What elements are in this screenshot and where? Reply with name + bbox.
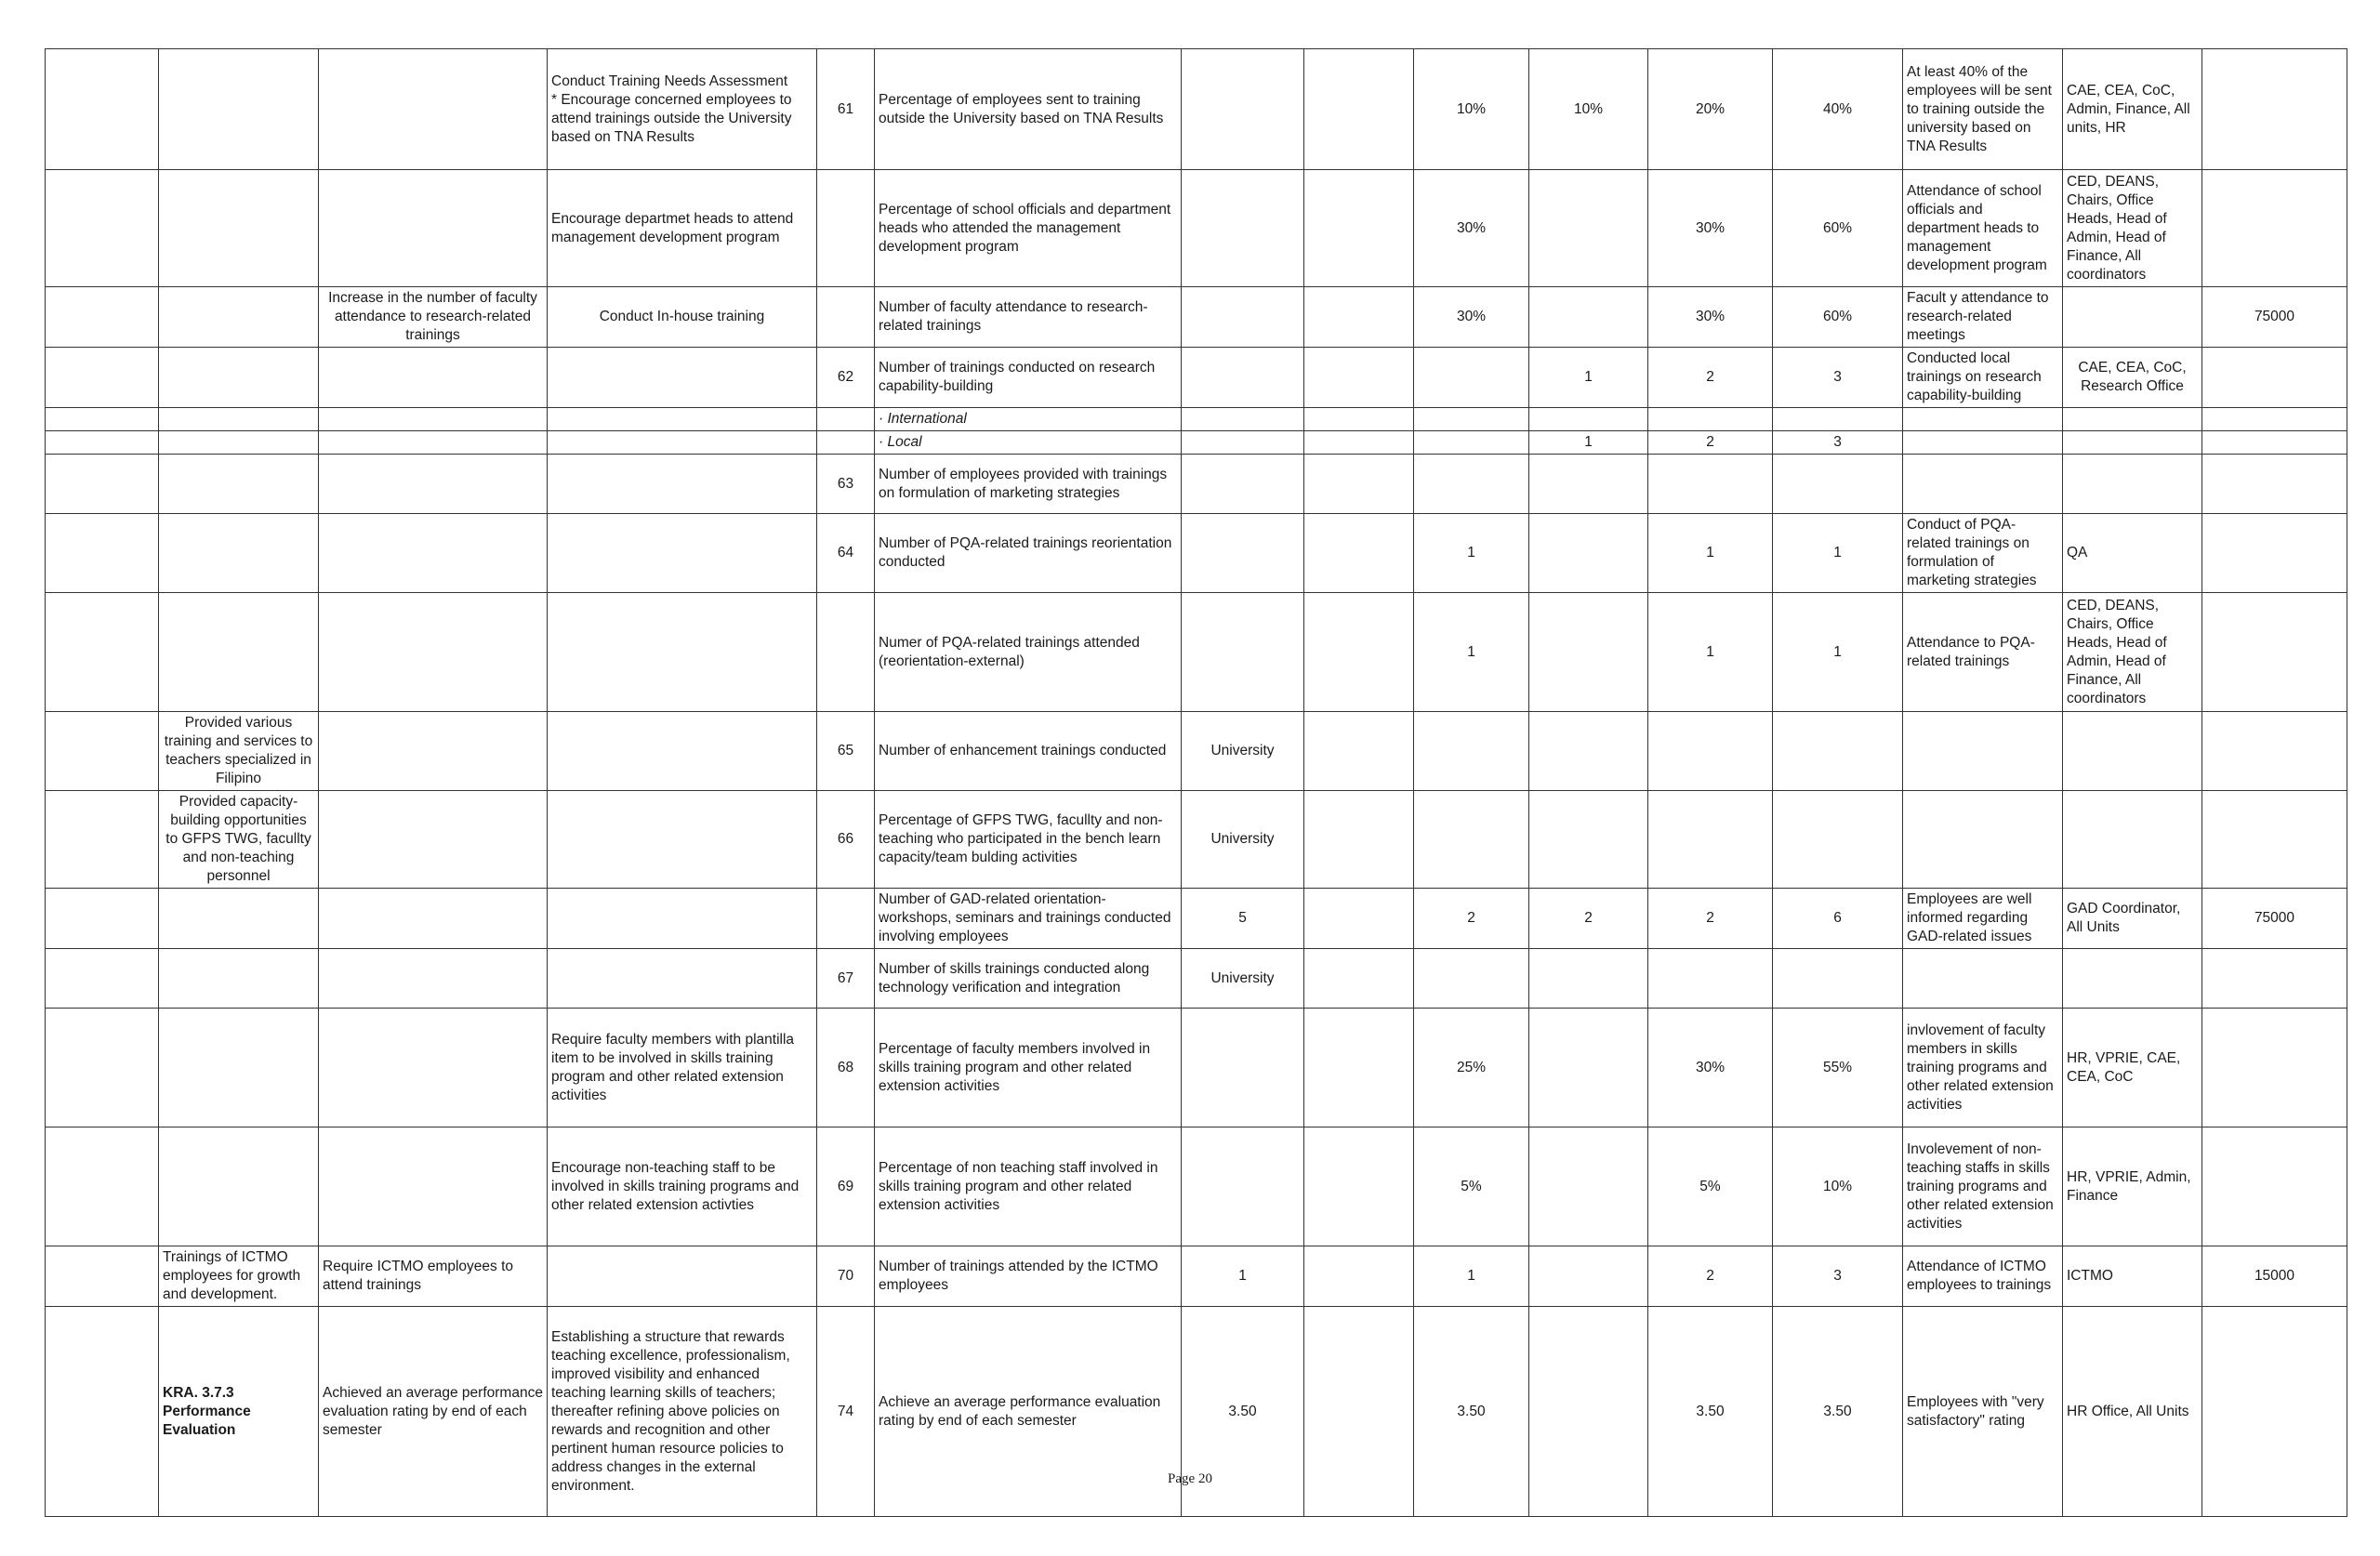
target-cell	[1304, 949, 1414, 1009]
expected-output-cell: Attendance of ICTMO employees to trainings	[1903, 1246, 2063, 1307]
pi-number-cell	[817, 593, 875, 712]
activity-cell	[548, 1246, 817, 1307]
responsible-cell: CED, DEANS, Chairs, Office Heads, Head of Admin, Head of Finance, All coordinators	[2063, 170, 2202, 287]
q4-cell	[1773, 408, 1903, 431]
table-row	[46, 949, 2347, 1009]
q2-cell	[1529, 287, 1648, 348]
q1-cell: 2	[1414, 889, 1529, 949]
budget-cell	[2202, 514, 2347, 593]
pi-number-cell	[817, 170, 875, 287]
q1-cell: 10%	[1414, 49, 1529, 170]
strategy-cell: Increase in the number of faculty attendance to research-related trainings	[319, 287, 548, 348]
kra-cell	[46, 431, 159, 455]
kra-cell	[46, 791, 159, 889]
activity-cell	[548, 514, 817, 593]
q3-cell: 2	[1648, 431, 1773, 455]
q1-cell	[1414, 791, 1529, 889]
pi-number-cell: 61	[817, 49, 875, 170]
baseline-cell: 1	[1182, 1246, 1304, 1307]
q3-cell	[1648, 949, 1773, 1009]
responsible-cell	[2063, 949, 2202, 1009]
strategy-cell	[319, 889, 548, 949]
indicator-cell: Number of employees provided with trainings on formulation of marketing strategies	[875, 455, 1182, 514]
table-row	[46, 514, 2347, 593]
table-row	[46, 712, 2347, 791]
budget-cell	[2202, 455, 2347, 514]
target-cell	[1304, 431, 1414, 455]
pi-number-cell	[817, 287, 875, 348]
activity-cell: Require faculty members with plantilla item to be involved in skills training program and other related extension activities	[548, 1009, 817, 1127]
target-cell	[1304, 1246, 1414, 1307]
table-row	[46, 1127, 2347, 1246]
target-cell	[1304, 1009, 1414, 1127]
kra-cell	[46, 348, 159, 408]
q2-cell	[1529, 170, 1648, 287]
kra-cell	[46, 889, 159, 949]
responsible-cell: HR, VPRIE, Admin, Finance	[2063, 1127, 2202, 1246]
strategy-cell	[319, 49, 548, 170]
pi-number-cell: 67	[817, 949, 875, 1009]
kra-cell	[46, 593, 159, 712]
responsible-cell	[2063, 408, 2202, 431]
activity-cell	[548, 889, 817, 949]
operational-plan-table	[45, 48, 2347, 1517]
q3-cell: 2	[1648, 348, 1773, 408]
q3-cell: 2	[1648, 1246, 1773, 1307]
indicator-cell: Number of GAD-related orientation-workshops, seminars and trainings conducted involving employees	[875, 889, 1182, 949]
expected-output-cell: Facult y attendance to research-related meetings	[1903, 287, 2063, 348]
pi-number-cell: 64	[817, 514, 875, 593]
baseline-cell	[1182, 431, 1304, 455]
objective-cell: Provided various training and services to teachers specialized in Filipino	[159, 712, 319, 791]
table-page	[45, 48, 2347, 1517]
objective-cell	[159, 348, 319, 408]
kra-cell	[46, 287, 159, 348]
objective-cell	[159, 1009, 319, 1127]
expected-output-cell	[1903, 455, 2063, 514]
q1-cell: 30%	[1414, 287, 1529, 348]
q4-cell: 3	[1773, 348, 1903, 408]
baseline-cell	[1182, 287, 1304, 348]
objective-cell: Provided capacity-building opportunities to GFPS TWG, facullty and non-teaching personnel	[159, 791, 319, 889]
indicator-cell: Number of PQA-related trainings reorientation conducted	[875, 514, 1182, 593]
q4-cell: 55%	[1773, 1009, 1903, 1127]
q2-cell	[1529, 455, 1648, 514]
table-row	[46, 408, 2347, 431]
pi-number-cell: 62	[817, 348, 875, 408]
q4-cell	[1773, 949, 1903, 1009]
responsible-cell: HR, VPRIE, CAE, CEA, CoC	[2063, 1009, 2202, 1127]
baseline-cell	[1182, 455, 1304, 514]
baseline-cell	[1182, 49, 1304, 170]
activity-cell	[548, 712, 817, 791]
q3-cell	[1648, 408, 1773, 431]
q4-cell: 6	[1773, 889, 1903, 949]
expected-output-cell	[1903, 712, 2063, 791]
pi-number-cell: 69	[817, 1127, 875, 1246]
indicator-cell: Achieve an average performance evaluation rating by end of each semester	[875, 1307, 1182, 1517]
q1-cell: 1	[1414, 1246, 1529, 1307]
q3-cell: 2	[1648, 889, 1773, 949]
strategy-cell	[319, 1009, 548, 1127]
q1-cell: 1	[1414, 593, 1529, 712]
table-row	[46, 431, 2347, 455]
activity-cell	[548, 348, 817, 408]
indicator-cell: Percentage of school officials and department heads who attended the management development program	[875, 170, 1182, 287]
activity-cell	[548, 431, 817, 455]
q2-cell: 1	[1529, 348, 1648, 408]
indicator-cell: Percentage of non teaching staff involved in skills training program and other related extension activities	[875, 1127, 1182, 1246]
pi-number-cell	[817, 408, 875, 431]
q4-cell: 1	[1773, 593, 1903, 712]
q2-cell	[1529, 1127, 1648, 1246]
q1-cell: 1	[1414, 514, 1529, 593]
target-cell	[1304, 1127, 1414, 1246]
objective-cell	[159, 514, 319, 593]
pi-number-cell	[817, 889, 875, 949]
activity-cell: Conduct In-house training	[548, 287, 817, 348]
activity-cell: Conduct Training Needs Assessment * Encourage concerned employees to attend trainings outside the University based on TNA Results	[548, 49, 817, 170]
q3-cell	[1648, 712, 1773, 791]
q4-cell: 10%	[1773, 1127, 1903, 1246]
q4-cell	[1773, 791, 1903, 889]
table-row	[46, 49, 2347, 170]
responsible-cell	[2063, 287, 2202, 348]
target-cell	[1304, 889, 1414, 949]
objective-cell	[159, 949, 319, 1009]
table-row	[46, 455, 2347, 514]
q2-cell: 1	[1529, 431, 1648, 455]
q1-cell: 25%	[1414, 1009, 1529, 1127]
strategy-cell: Require ICTMO employees to attend trainings	[319, 1246, 548, 1307]
q1-cell	[1414, 455, 1529, 514]
budget-cell	[2202, 408, 2347, 431]
objective-cell	[159, 455, 319, 514]
responsible-cell: CAE, CEA, CoC, Admin, Finance, All units, HR	[2063, 49, 2202, 170]
kra-cell	[46, 514, 159, 593]
indicator-cell: Number of skills trainings conducted along technology verification and integration	[875, 949, 1182, 1009]
strategy-cell	[319, 514, 548, 593]
q1-cell	[1414, 408, 1529, 431]
objective-cell: Trainings of ICTMO employees for growth and development.	[159, 1246, 319, 1307]
indicator-cell: · International	[875, 408, 1182, 431]
baseline-cell	[1182, 348, 1304, 408]
pi-number-cell	[817, 431, 875, 455]
target-cell	[1304, 408, 1414, 431]
budget-cell	[2202, 593, 2347, 712]
indicator-cell: Percentage of faculty members involved in skills training program and other related extension activities	[875, 1009, 1182, 1127]
target-cell	[1304, 348, 1414, 408]
pi-number-cell: 65	[817, 712, 875, 791]
pi-number-cell: 70	[817, 1246, 875, 1307]
activity-cell	[548, 593, 817, 712]
baseline-cell: University	[1182, 791, 1304, 889]
baseline-cell: University	[1182, 949, 1304, 1009]
target-cell	[1304, 712, 1414, 791]
q3-cell: 1	[1648, 593, 1773, 712]
strategy-cell	[319, 949, 548, 1009]
activity-cell	[548, 455, 817, 514]
q2-cell	[1529, 408, 1648, 431]
activity-cell	[548, 791, 817, 889]
q3-cell	[1648, 791, 1773, 889]
responsible-cell	[2063, 455, 2202, 514]
budget-cell: 75000	[2202, 889, 2347, 949]
q2-cell	[1529, 949, 1648, 1009]
q4-cell: 3.50	[1773, 1307, 1903, 1517]
indicator-cell: Percentage of employees sent to training outside the University based on TNA Results	[875, 49, 1182, 170]
table-row	[46, 791, 2347, 889]
strategy-cell	[319, 431, 548, 455]
q2-cell: 2	[1529, 889, 1648, 949]
q3-cell: 1	[1648, 514, 1773, 593]
expected-output-cell: At least 40% of the employees will be sent to training outside the university based on TNA Results	[1903, 49, 2063, 170]
objective-cell	[159, 889, 319, 949]
baseline-cell: 3.50	[1182, 1307, 1304, 1517]
q4-cell: 40%	[1773, 49, 1903, 170]
budget-cell: 75000	[2202, 287, 2347, 348]
expected-output-cell: Employees with "very satisfactory" rating	[1903, 1307, 2063, 1517]
objective-cell	[159, 431, 319, 455]
target-cell	[1304, 49, 1414, 170]
q4-cell: 3	[1773, 1246, 1903, 1307]
strategy-cell: Achieved an average performance evaluation rating by end of each semester	[319, 1307, 548, 1517]
indicator-cell: Number of trainings conducted on research capability-building	[875, 348, 1182, 408]
q4-cell: 60%	[1773, 170, 1903, 287]
budget-cell	[2202, 712, 2347, 791]
expected-output-cell: Attendance of school officials and department heads to management development program	[1903, 170, 2063, 287]
indicator-cell: Percentage of GFPS TWG, facullty and non-teaching who participated in the bench learn capacity/team bulding activities	[875, 791, 1182, 889]
target-cell	[1304, 791, 1414, 889]
responsible-cell: CED, DEANS, Chairs, Office Heads, Head of Admin, Head of Finance, All coordinators	[2063, 593, 2202, 712]
q1-cell	[1414, 949, 1529, 1009]
q2-cell	[1529, 712, 1648, 791]
strategy-cell	[319, 170, 548, 287]
expected-output-cell	[1903, 949, 2063, 1009]
expected-output-cell: Attendance to PQA-related trainings	[1903, 593, 2063, 712]
expected-output-cell: Conducted local trainings on research capability-building	[1903, 348, 2063, 408]
q2-cell	[1529, 593, 1648, 712]
table-row	[46, 170, 2347, 287]
q4-cell	[1773, 455, 1903, 514]
kra-cell	[46, 170, 159, 287]
responsible-cell: ICTMO	[2063, 1246, 2202, 1307]
responsible-cell: HR Office, All Units	[2063, 1307, 2202, 1517]
objective-cell	[159, 593, 319, 712]
indicator-cell: Number of enhancement trainings conducted	[875, 712, 1182, 791]
indicator-cell: Number of trainings attended by the ICTMO employees	[875, 1246, 1182, 1307]
q3-cell: 30%	[1648, 170, 1773, 287]
q3-cell: 5%	[1648, 1127, 1773, 1246]
q4-cell: 60%	[1773, 287, 1903, 348]
expected-output-cell: Conduct of PQA-related trainings on formulation of marketing strategies	[1903, 514, 2063, 593]
expected-output-cell: invlovement of faculty members in skills training programs and other related extension activities	[1903, 1009, 2063, 1127]
budget-cell	[2202, 170, 2347, 287]
kra-cell	[46, 1009, 159, 1127]
activity-cell	[548, 949, 817, 1009]
expected-output-cell	[1903, 408, 2063, 431]
objective-cell: KRA. 3.7.3 Performance Evaluation	[159, 1307, 319, 1517]
strategy-cell	[319, 791, 548, 889]
indicator-cell: · Local	[875, 431, 1182, 455]
q2-cell	[1529, 514, 1648, 593]
table-row	[46, 348, 2347, 408]
table-row	[46, 1246, 2347, 1307]
q2-cell	[1529, 1246, 1648, 1307]
objective-cell	[159, 1127, 319, 1246]
responsible-cell: GAD Coordinator, All Units	[2063, 889, 2202, 949]
budget-cell: 15000	[2202, 1246, 2347, 1307]
page-footer: Page 20	[1168, 1471, 1212, 1486]
responsible-cell	[2063, 431, 2202, 455]
q3-cell: 3.50	[1648, 1307, 1773, 1517]
q4-cell	[1773, 712, 1903, 791]
expected-output-cell: Involevement of non-teaching staffs in skills training programs and other related extension activities	[1903, 1127, 2063, 1246]
table-row	[46, 593, 2347, 712]
budget-cell	[2202, 348, 2347, 408]
q2-cell	[1529, 1009, 1648, 1127]
pi-number-cell: 66	[817, 791, 875, 889]
q1-cell: 3.50	[1414, 1307, 1529, 1517]
pi-number-cell: 74	[817, 1307, 875, 1517]
q4-cell: 1	[1773, 514, 1903, 593]
objective-cell	[159, 49, 319, 170]
q1-cell: 5%	[1414, 1127, 1529, 1246]
pi-number-cell: 68	[817, 1009, 875, 1127]
q1-cell	[1414, 712, 1529, 791]
budget-cell	[2202, 49, 2347, 170]
q4-cell: 3	[1773, 431, 1903, 455]
objective-cell	[159, 170, 319, 287]
expected-output-cell	[1903, 431, 2063, 455]
budget-cell	[2202, 791, 2347, 889]
q2-cell	[1529, 791, 1648, 889]
baseline-cell	[1182, 1009, 1304, 1127]
kra-cell	[46, 455, 159, 514]
activity-cell: Establishing a structure that rewards teaching excellence, professionalism, improved visibility and enhanced teaching learning skills of teachers; thereafter refining above policies on rewards and recognition and other pertinent human resource policies to address changes in the external environment.	[548, 1307, 817, 1517]
budget-cell	[2202, 1009, 2347, 1127]
budget-cell	[2202, 1127, 2347, 1246]
q3-cell: 20%	[1648, 49, 1773, 170]
q2-cell: 10%	[1529, 49, 1648, 170]
responsible-cell	[2063, 791, 2202, 889]
baseline-cell	[1182, 170, 1304, 287]
strategy-cell	[319, 712, 548, 791]
strategy-cell	[319, 1127, 548, 1246]
table-row	[46, 287, 2347, 348]
kra-cell	[46, 1127, 159, 1246]
baseline-cell	[1182, 593, 1304, 712]
target-cell	[1304, 287, 1414, 348]
target-cell	[1304, 455, 1414, 514]
responsible-cell: CAE, CEA, CoC, Research Office	[2063, 348, 2202, 408]
baseline-cell: University	[1182, 712, 1304, 791]
responsible-cell: QA	[2063, 514, 2202, 593]
budget-cell	[2202, 949, 2347, 1009]
expected-output-cell	[1903, 791, 2063, 889]
q3-cell	[1648, 455, 1773, 514]
budget-cell	[2202, 431, 2347, 455]
q1-cell	[1414, 348, 1529, 408]
baseline-cell	[1182, 514, 1304, 593]
activity-cell: Encourage non-teaching staff to be involved in skills training programs and other related extension activties	[548, 1127, 817, 1246]
strategy-cell	[319, 593, 548, 712]
kra-cell	[46, 712, 159, 791]
objective-cell	[159, 408, 319, 431]
target-cell	[1304, 514, 1414, 593]
kra-cell	[46, 408, 159, 431]
kra-cell	[46, 949, 159, 1009]
q3-cell: 30%	[1648, 1009, 1773, 1127]
baseline-cell: 5	[1182, 889, 1304, 949]
kra-cell	[46, 49, 159, 170]
objective-cell	[159, 287, 319, 348]
indicator-cell: Numer of PQA-related trainings attended (reorientation-external)	[875, 593, 1182, 712]
expected-output-cell: Employees are well informed regarding GAD-related issues	[1903, 889, 2063, 949]
kra-cell	[46, 1246, 159, 1307]
q1-cell	[1414, 431, 1529, 455]
pi-number-cell: 63	[817, 455, 875, 514]
activity-cell: Encourage departmet heads to attend management development program	[548, 170, 817, 287]
indicator-cell: Number of faculty attendance to research-related trainings	[875, 287, 1182, 348]
baseline-cell	[1182, 1127, 1304, 1246]
q1-cell: 30%	[1414, 170, 1529, 287]
table-row	[46, 889, 2347, 949]
target-cell	[1304, 593, 1414, 712]
strategy-cell	[319, 455, 548, 514]
strategy-cell	[319, 408, 548, 431]
responsible-cell	[2063, 712, 2202, 791]
q3-cell: 30%	[1648, 287, 1773, 348]
table-row	[46, 1009, 2347, 1127]
strategy-cell	[319, 348, 548, 408]
baseline-cell	[1182, 408, 1304, 431]
target-cell	[1304, 170, 1414, 287]
activity-cell	[548, 408, 817, 431]
